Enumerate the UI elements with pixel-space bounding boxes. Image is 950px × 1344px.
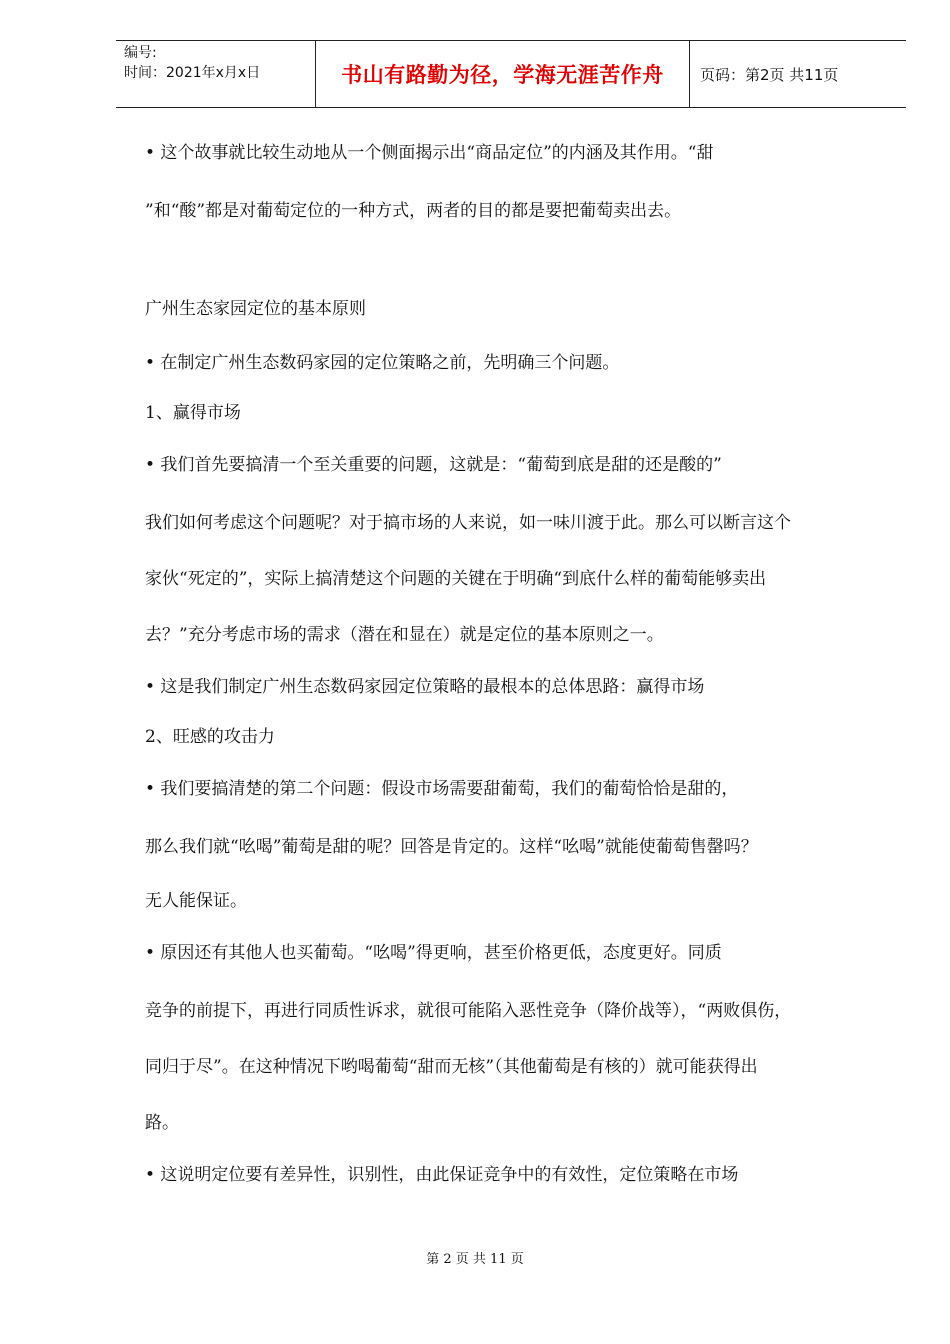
header-motto: 书山有路勤为径，学海无涯苦作舟 — [316, 41, 690, 107]
body-line: 竞争的前提下，再进行同质性诉求，就很可能陷入恶性竞争（降价战等），“两败俱伤， — [145, 1001, 792, 1021]
body-line: • 原因还有其他人也买葡萄。“吆喝”得更响，甚至价格更低，态度更好。同质 — [145, 943, 722, 963]
document-date: 时间：2021年x月x日 — [124, 65, 261, 81]
header-meta — [116, 41, 316, 107]
body-line: • 我们要搞清楚的第二个问题：假设市场需要甜葡萄，我们的葡萄恰恰是甜的， — [145, 779, 739, 799]
body-line: 同归于尽”。在这种情况下哟喝葡萄“甜而无核”（其他葡萄是有核的）就可能获得出 — [145, 1057, 758, 1077]
document-number-label: 编号: — [124, 45, 157, 61]
body-line: 我们如何考虑这个问题呢？对于搞市场的人来说，如一味川渡于此。那么可以断言这个 — [145, 513, 791, 533]
body-line: 路。 — [145, 1113, 179, 1133]
body-line: • 这说明定位要有差异性，识别性，由此保证竞争中的有效性，定位策略在市场 — [145, 1165, 739, 1185]
subheading: 1、赢得市场 — [145, 403, 241, 423]
page-footer: 第 2 页 共 11 页 — [426, 1252, 524, 1267]
body-line: • 在制定广州生态数码家园的定位策略之前，先明确三个问题。 — [145, 353, 620, 373]
body-line: • 这是我们制定广州生态数码家园定位策略的最根本的总体思路：赢得市场 — [145, 677, 705, 697]
body-line: • 这个故事就比较生动地从一个侧面揭示出“商品定位”的内涵及其作用。“甜 — [145, 143, 714, 163]
body-line: 去？”充分考虑市场的需求（潜在和显在）就是定位的基本原则之一。 — [145, 625, 664, 645]
body-line: 那么我们就“吆喝”葡萄是甜的呢？回答是肯定的。这样“吆喝”就能使葡萄售罄吗？ — [145, 837, 758, 857]
body-line: 家伙“死定的”，实际上搞清楚这个问题的关键在于明确“到底什么样的葡萄能够卖出 — [145, 569, 767, 589]
header-page-info: 页码：第2页 共11页 — [700, 65, 839, 84]
body-line: 无人能保证。 — [145, 891, 247, 911]
subheading: 2、旺感的攻击力 — [145, 727, 275, 747]
page-header — [116, 40, 906, 108]
section-heading: 广州生态家园定位的基本原则 — [145, 299, 366, 319]
body-line: • 我们首先要搞清一个至关重要的问题，这就是：“葡萄到底是甜的还是酸的” — [145, 455, 722, 475]
body-line: ”和“酸”都是对葡萄定位的一种方式，两者的目的都是要把葡萄卖出去。 — [145, 201, 682, 221]
